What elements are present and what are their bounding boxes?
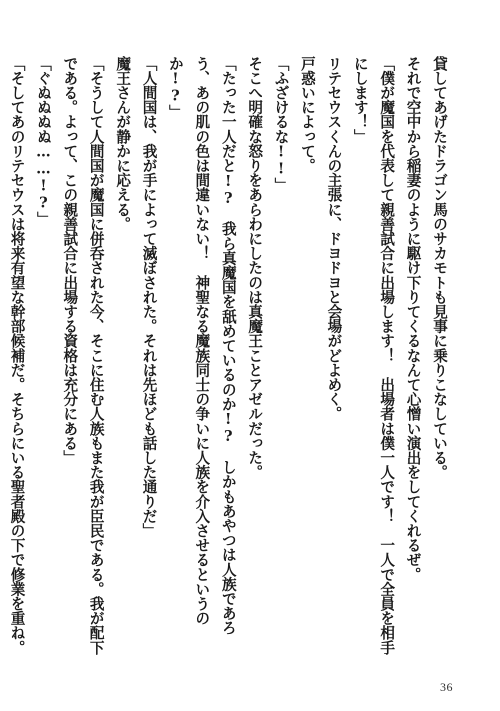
paragraph: 貸してあげたドラゴン馬のサカモトも見事に乗りこなしている。 <box>431 56 448 480</box>
paragraph: 戸惑いによって。 <box>298 56 316 173</box>
dialogue-line: 「ぐぬぬぬぬ……!?」 <box>34 56 52 227</box>
page-number: 36 <box>440 680 453 694</box>
dialogue-line: 「僕が魔国を代表して親善試合に出場します！ 出場者は僕一人です！ 一人で全員を相手にします！」 <box>351 56 396 655</box>
dialogue-line: 「そうして人間国が魔国に併呑された今、そこに住む人族もまた我が臣民である。我が配下である。よって、この親善試合に出場する資格は充分にある」 <box>61 56 105 655</box>
paragraph: それで空中から稲妻のように駆け下りてくるなんて心憎い演出をしてくれるぜ。 <box>404 56 422 582</box>
dialogue-line: 「人間国は、我が手によって滅ぼされた。それは先ほども話した通りだ」 <box>140 56 158 538</box>
dialogue-line: 「たった一人だと!? 我ら真魔国を舐めているのか!? しかもあやつは人族であろう、あの肌の色は間違いない！ 神聖なる魔族同士の争いに人族を介入させるというのか!?」 <box>166 56 237 635</box>
dialogue-line: 「ふざけるな!!」 <box>272 56 290 193</box>
paragraph: 魔王さんが静かに応える。 <box>114 56 132 232</box>
dialogue-line: 「そしてあのリテセウスは将来有望な幹部候補だ。そちらにいる聖者殿の下で修業を重ね。 <box>8 56 26 655</box>
body-text <box>8 56 452 656</box>
paragraph: リテセウスくんの主張に、ドヨドヨと会場がどよめく。 <box>325 56 343 421</box>
paragraph: そこへ明確な怒りをあらわにしたのは真魔王ことアゼルだった。 <box>246 56 264 480</box>
